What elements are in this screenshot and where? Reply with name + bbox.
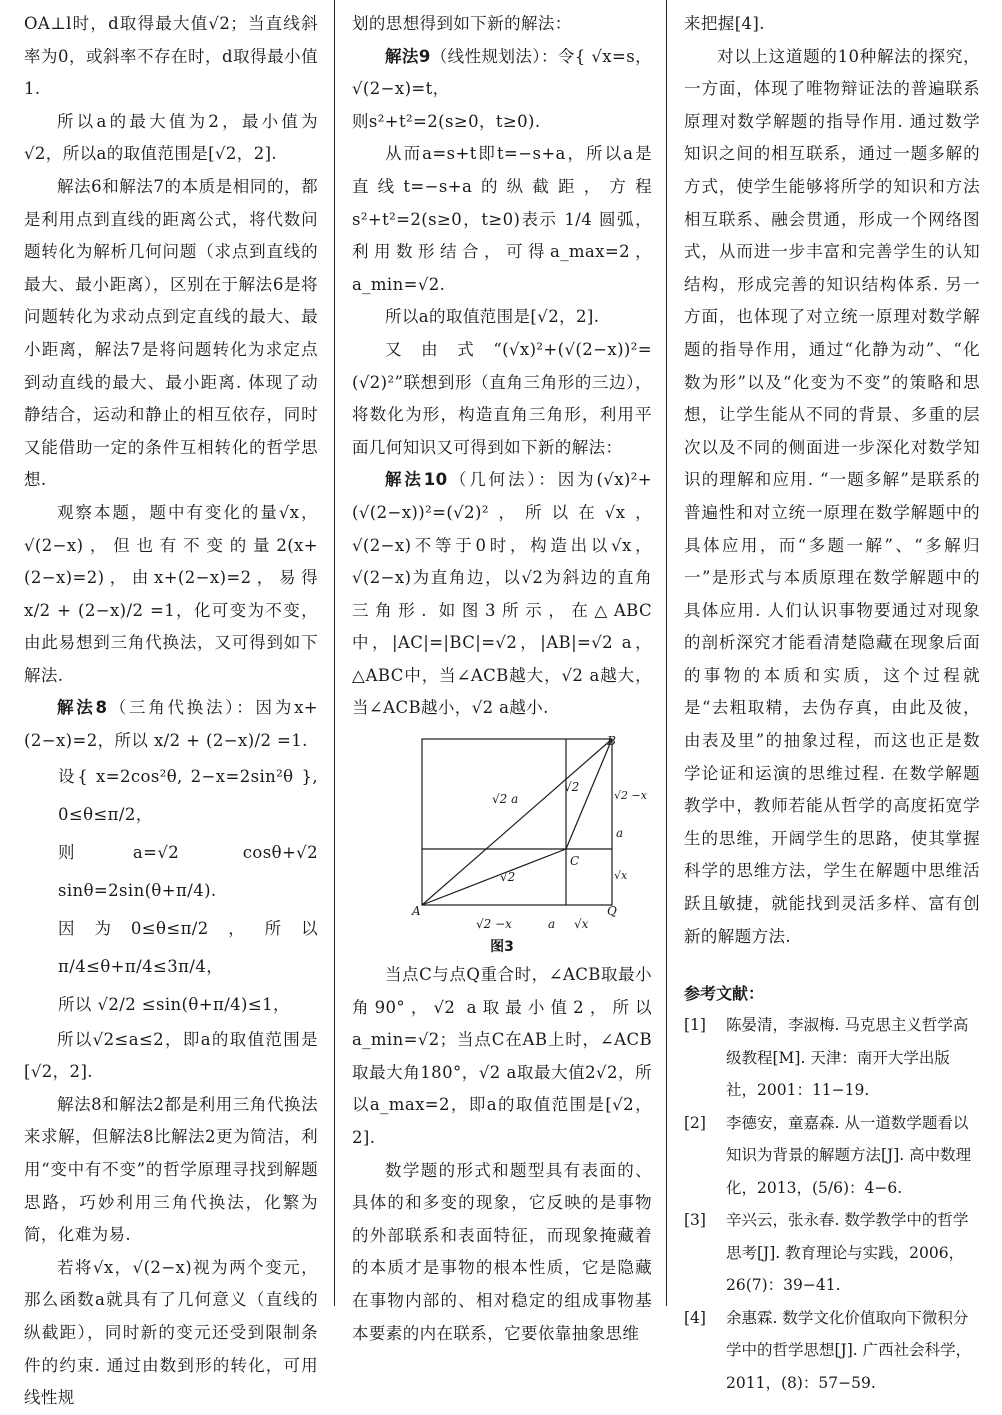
paragraph: 解法6和解法7的本质是相同的，都是利用点到直线的距离公式，将代数问题转化为解析几何问题（求点到直线的最大、最小距离），区别在于解法6是将问题转化为求动点到定直线的最大、最小距离，解法7是将问题转化为求定点到动直线的最大、最小距离. 体现了动静结合，运动和静止的相互依存，同时又能借助一定的条件互相转化的哲学思想. — [24, 176, 318, 490]
paragraph: 所以a的最大值为2，最小值为√2，所以a的取值范围是[√2，2]. — [24, 111, 318, 164]
solution-10-paragraph — [352, 464, 652, 725]
paragraph: 所以√2≤a≤2，即a的取值范围是[√2，2]. — [24, 1029, 318, 1082]
solution-10-label: 解法10 — [385, 470, 448, 490]
reference-text: 辛兴云，张永春. 数学教学中的哲学思考[J]. 教育理论与实践，2006，26(7)：39−41. — [726, 1211, 969, 1295]
column-divider-2 — [666, 0, 667, 1306]
label-ab: √2 a — [492, 792, 519, 807]
solution-9-paragraph — [352, 41, 652, 106]
reference-text: 余惠霖. 数学文化价值取向下微积分学中的哲学思想[J]. 广西社会科学，2011，(8)：57−59. — [726, 1308, 972, 1392]
solution-10-text: （几何法）：因为(√x)²+(√(2−x))²=(√2)²，所以在√x，√(2−x)不等于0时，构造出以√x，√(2−x)为直角边，以√2为斜边的直角三角形. 如图3所示，在△ABC中，|AC|=|BC|=√2，|AB|=√2 a，△ABC中，当∠ACB越大，√2 a越大，当∠ACB越小，√2 a越小. — [352, 470, 653, 718]
label-bc: √2 — [564, 780, 580, 795]
label-b: B — [607, 734, 616, 749]
column-2 — [352, 8, 653, 1343]
equation: 则a=√2 cosθ+√2 sinθ=2sin(θ+π/4). — [58, 842, 318, 900]
label-ac: √2 — [500, 870, 516, 885]
reference-item — [684, 1204, 980, 1302]
reference-item — [684, 1009, 980, 1107]
solution-9-label: 解法9 — [385, 46, 431, 66]
segment-ab — [422, 739, 612, 905]
figure-3 — [352, 731, 652, 959]
segment-ac — [422, 849, 566, 905]
paragraph: 观察本题，题中有变化的量√x，√(2−x)，但也有不变的量2(x+(2−x)=2)，由x+(2−x)=2，易得 x/2 + (2−x)/2 =1，化可变为不变，由此易想到三角代换法，又可得到如下解法. — [24, 502, 318, 685]
reference-number: [4] — [684, 1308, 706, 1327]
paragraph: OA⊥l时，d取得最大值√2；当直线斜率为0，或斜率不存在时，d取得最小值1. — [24, 14, 318, 99]
references-list — [684, 1009, 980, 1399]
paragraph: 若将√x，√(2−x)视为两个变元，那么函数a就具有了几何意义（直线的纵截距），同时新的变元还受到限制条件的约束. 通过由数到形的转化，可用线性规 — [24, 1257, 318, 1408]
label-bot-left: √2 −x — [476, 917, 512, 932]
solution-8-text: （三角代换法）：因为x+(2−x)=2，所以 x/2 + (2−x)/2 =1. — [24, 698, 319, 751]
label-bot-right: √x — [574, 917, 589, 932]
paragraph: 当点C与点Q重合时，∠ACB取最小角90°，√2 a取最小值2，所以a_min=√2；当点C在AB上时，∠ACB取最大角180°，√2 a取最大值2√2，所以a_max=2，即a的取值范围是[√2，2]. — [352, 965, 652, 1148]
paragraph: 所以a的取值范围是[√2，2]. — [385, 307, 600, 327]
paragraph: 划的思想得到如下新的解法： — [352, 14, 572, 33]
equation: 因为0≤θ≤π/2，所以π/4≤θ+π/4≤3π/4， — [58, 918, 318, 976]
reference-number: [3] — [684, 1211, 706, 1230]
column-1 — [24, 8, 319, 1408]
label-a: A — [412, 904, 421, 919]
paragraph: 解法8和解法2都是利用三角代换法来求解，但解法8比解法2更为简洁，利用“变中有不变”的哲学原理寻找到解题思路，巧妙利用三角代换法，化繁为简，化难为易. — [24, 1094, 318, 1245]
column-divider-1 — [334, 0, 335, 1306]
paragraph: 数学题的形式和题型具有表面的、具体的和多变的现象，它反映的是事物的外部联系和表面特征，而现象掩藏着的本质才是事物的根本性质，它是隐藏在事物内部的、相对稳定的组成事物基本要素的内在联系，它要依靠抽象思维 — [352, 1160, 652, 1343]
equation: 所以 √2/2 ≤sin(θ+π/4)≤1， — [58, 994, 290, 1014]
reference-text: 陈晏清，李淑梅. 马克思主义哲学高级教程[M]. 天津：南开大学出版社，2001：11−19. — [726, 1016, 969, 1100]
figure-3-diagram — [384, 731, 647, 919]
reference-number: [2] — [684, 1113, 706, 1132]
label-q: Q — [607, 904, 617, 919]
figure-3-bottom-labels — [384, 917, 620, 935]
reference-item — [684, 1107, 980, 1205]
paragraph: 又由式“(√x)²+(√(2−x))²=(√2)²”联想到形（直角三角形的三边），将数化为形，构造直角三角形，利用平面几何知识又可得到如下新的解法： — [352, 339, 652, 457]
column-3 — [684, 8, 980, 1392]
label-right-bot: √x — [614, 869, 628, 883]
paragraph: 则s²+t²=2(s≥0，t≥0). — [352, 111, 541, 131]
solution-9-text: （线性规划法）：令{ √x=s，√(2−x)=t， — [352, 46, 652, 99]
reference-number: [1] — [684, 1016, 706, 1035]
label-right-top: √2 −x — [614, 789, 647, 803]
solution-8-label: 解法8 — [57, 698, 108, 718]
reference-item — [684, 1302, 980, 1400]
equation: 设{ x=2cos²θ, 2−x=2sin²θ }, 0≤θ≤π/2， — [58, 766, 318, 824]
segment-cb — [566, 739, 612, 849]
paragraph: 从而a=s+t即t=−s+a，所以a是直线t=−s+a的纵截距，方程s²+t²=2(s≥0，t≥0)表示 1/4 圆弧，利用数形结合，可得a_max=2，a_min=√2. — [352, 144, 652, 294]
solution-8-paragraph — [24, 692, 318, 757]
paragraph: 对以上这道题的10种解法的探究，一方面，体现了唯物辩证法的普遍联系原理对数学解题的指导作用. 通过数学知识之间的相互联系，通过一题多解的方式，使学生能够将所学的知识和方法相互联系、融会贯通，形成一个网络图式，从而进一步丰富和完善学生的认知结构，形成完善的知识结构体系. 另一方面，也体现了对立统一原理对数学解题的指导作用，通过“化静为动”、“化数为形”以及“化变为不变”的策略和思想，让学生能从不同的背景、多重的层次以及不同的侧面进一步深化对数学知识的理解和应用. “一题多解”是联系的普遍性和对立统一原理在数学解题中的具体应用，而“多题一解”、“多解归一”是形式与本质原理在数学解题中的具体应用. 人们认识事物要通过对现象的剖析深究才能看清楚隐藏在现象后面的事物的本质和实质，这个过程就是“去粗取精，去伪存真，由此及彼，由表及里”的抽象过程，而这也正是数学论证和运演的思维过程. 在数学解题教学中，教师若能从哲学的高度拓宽学生的思维，开阔学生的思路，使其掌握科学的思维方法，学生在解题中思维活跃且敏捷，就能找到灵活多样、富有创新的解题方法. — [684, 46, 980, 946]
references-heading: 参考文献： — [684, 984, 765, 1004]
label-bot-mid: a — [548, 917, 556, 932]
paragraph: 来把握[4]. — [684, 14, 765, 33]
reference-text: 李德安，童嘉森. 从一道数学题看以知识为背景的解题方法[J]. 高中数理化，2013，(5/6)：4−6. — [726, 1113, 972, 1197]
label-right-mid: a — [616, 826, 624, 841]
figure-3-caption: 图3 — [490, 939, 514, 956]
label-c: C — [570, 854, 580, 869]
